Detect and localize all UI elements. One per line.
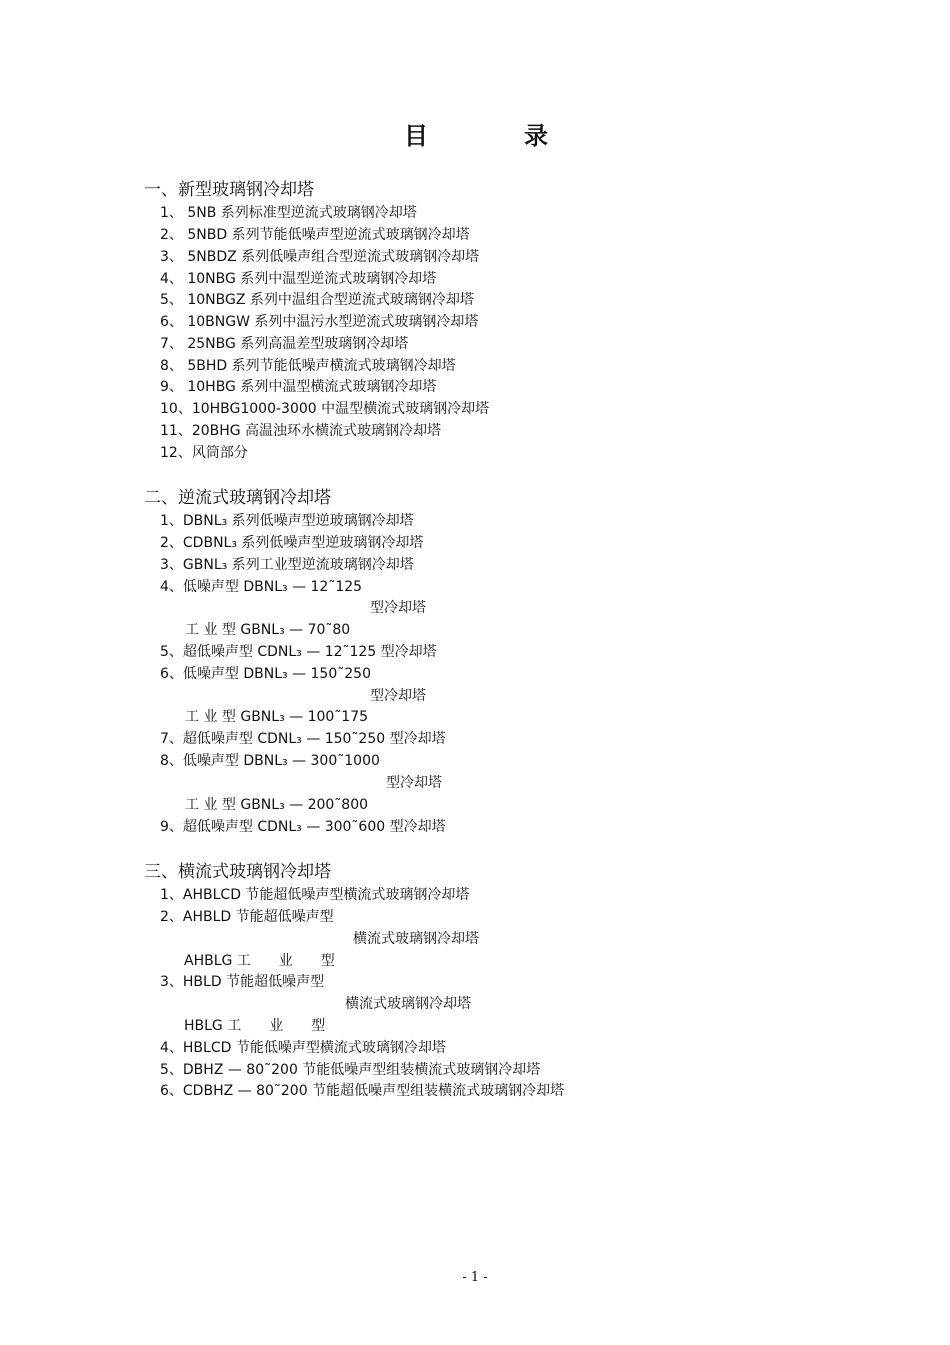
toc-item: 2、 5NBD 系列节能低噪声型逆流式玻璃钢冷却塔 [160, 227, 470, 243]
toc-item: 9、超低噪声型 CDNL₃ — 300˜600 型冷却塔 [160, 819, 446, 835]
toc-item-sub: 工 业 型 GBNL₃ — 100˜175 [185, 709, 369, 725]
toc-item: 3、HBLD 节能超低噪声型 [160, 974, 325, 990]
section-heading-3: 三、横流式玻璃钢冷却塔 [144, 862, 331, 882]
toc-item: 3、 5NBDZ 系列低噪声组合型逆流式玻璃钢冷却塔 [160, 249, 480, 265]
toc-item-continuation: 横流式玻璃钢冷却塔 [345, 996, 471, 1012]
toc-item-continuation: 型冷却塔 [386, 775, 442, 791]
toc-item: 5、 10NBGZ 系列中温组合型逆流式玻璃钢冷却塔 [160, 292, 474, 308]
toc-item: 2、AHBLD 节能超低噪声型 [160, 909, 334, 925]
toc-item-continuation: 型冷却塔 [370, 688, 426, 704]
toc-item: 6、CDBHZ — 80˜200 节能超低噪声型组装横流式玻璃钢冷却塔 [160, 1083, 565, 1099]
toc-item: 4、HBLCD 节能低噪声型横流式玻璃钢冷却塔 [160, 1040, 446, 1056]
toc-item-continuation: 横流式玻璃钢冷却塔 [353, 931, 479, 947]
title-char-1: 目 [404, 122, 428, 150]
section-heading-1: 一、新型玻璃钢冷却塔 [144, 180, 314, 200]
title-char-2: 录 [524, 122, 548, 150]
toc-item: 12、风筒部分 [160, 445, 248, 461]
toc-item: 4、低噪声型 DBNL₃ — 12˜125 [160, 579, 363, 595]
toc-item: 5、DBHZ — 80˜200 节能低噪声型组装横流式玻璃钢冷却塔 [160, 1062, 541, 1078]
page-number: - 1 - [462, 1270, 488, 1285]
toc-item: 1、 5NB 系列标准型逆流式玻璃钢冷却塔 [160, 205, 417, 221]
toc-item-sub: 工 业 型 GBNL₃ — 200˜800 [185, 797, 369, 813]
toc-item-sub: HBLG 工 业 型 [184, 1018, 326, 1034]
toc-item: 1、AHBLCD 节能超低噪声型横流式玻璃钢冷却塔 [160, 887, 470, 903]
toc-item: 8、低噪声型 DBNL₃ — 300˜1000 [160, 753, 380, 769]
toc-item: 4、 10NBG 系列中温型逆流式玻璃钢冷却塔 [160, 271, 437, 287]
toc-item: 6、低噪声型 DBNL₃ — 150˜250 [160, 666, 371, 682]
toc-item: 8、 5BHD 系列节能低噪声横流式玻璃钢冷却塔 [160, 358, 456, 374]
toc-item: 7、 25NBG 系列高温差型玻璃钢冷却塔 [160, 336, 409, 352]
toc-item: 11、20BHG 高温浊环水横流式玻璃钢冷却塔 [160, 423, 442, 439]
toc-item-sub: 工 业 型 GBNL₃ — 70˜80 [185, 622, 351, 638]
toc-item: 1、DBNL₃ 系列低噪声型逆玻璃钢冷却塔 [160, 513, 414, 529]
toc-item: 10、10HBG1000-3000 中温型横流式玻璃钢冷却塔 [160, 401, 490, 417]
toc-item-continuation: 型冷却塔 [370, 600, 426, 616]
toc-item: 7、超低噪声型 CDNL₃ — 150˜250 型冷却塔 [160, 731, 446, 747]
toc-item: 9、 10HBG 系列中温型横流式玻璃钢冷却塔 [160, 379, 437, 395]
toc-item: 3、GBNL₃ 系列工业型逆流玻璃钢冷却塔 [160, 557, 414, 573]
toc-item-sub: AHBLG 工 业 型 [184, 953, 335, 969]
section-heading-2: 二、逆流式玻璃钢冷却塔 [144, 488, 331, 508]
toc-item: 6、 10BNGW 系列中温污水型逆流式玻璃钢冷却塔 [160, 314, 479, 330]
toc-title [0, 116, 950, 150]
toc-item: 2、CDBNL₃ 系列低噪声型逆玻璃钢冷却塔 [160, 535, 424, 551]
toc-item: 5、超低噪声型 CDNL₃ — 12˜125 型冷却塔 [160, 644, 437, 660]
